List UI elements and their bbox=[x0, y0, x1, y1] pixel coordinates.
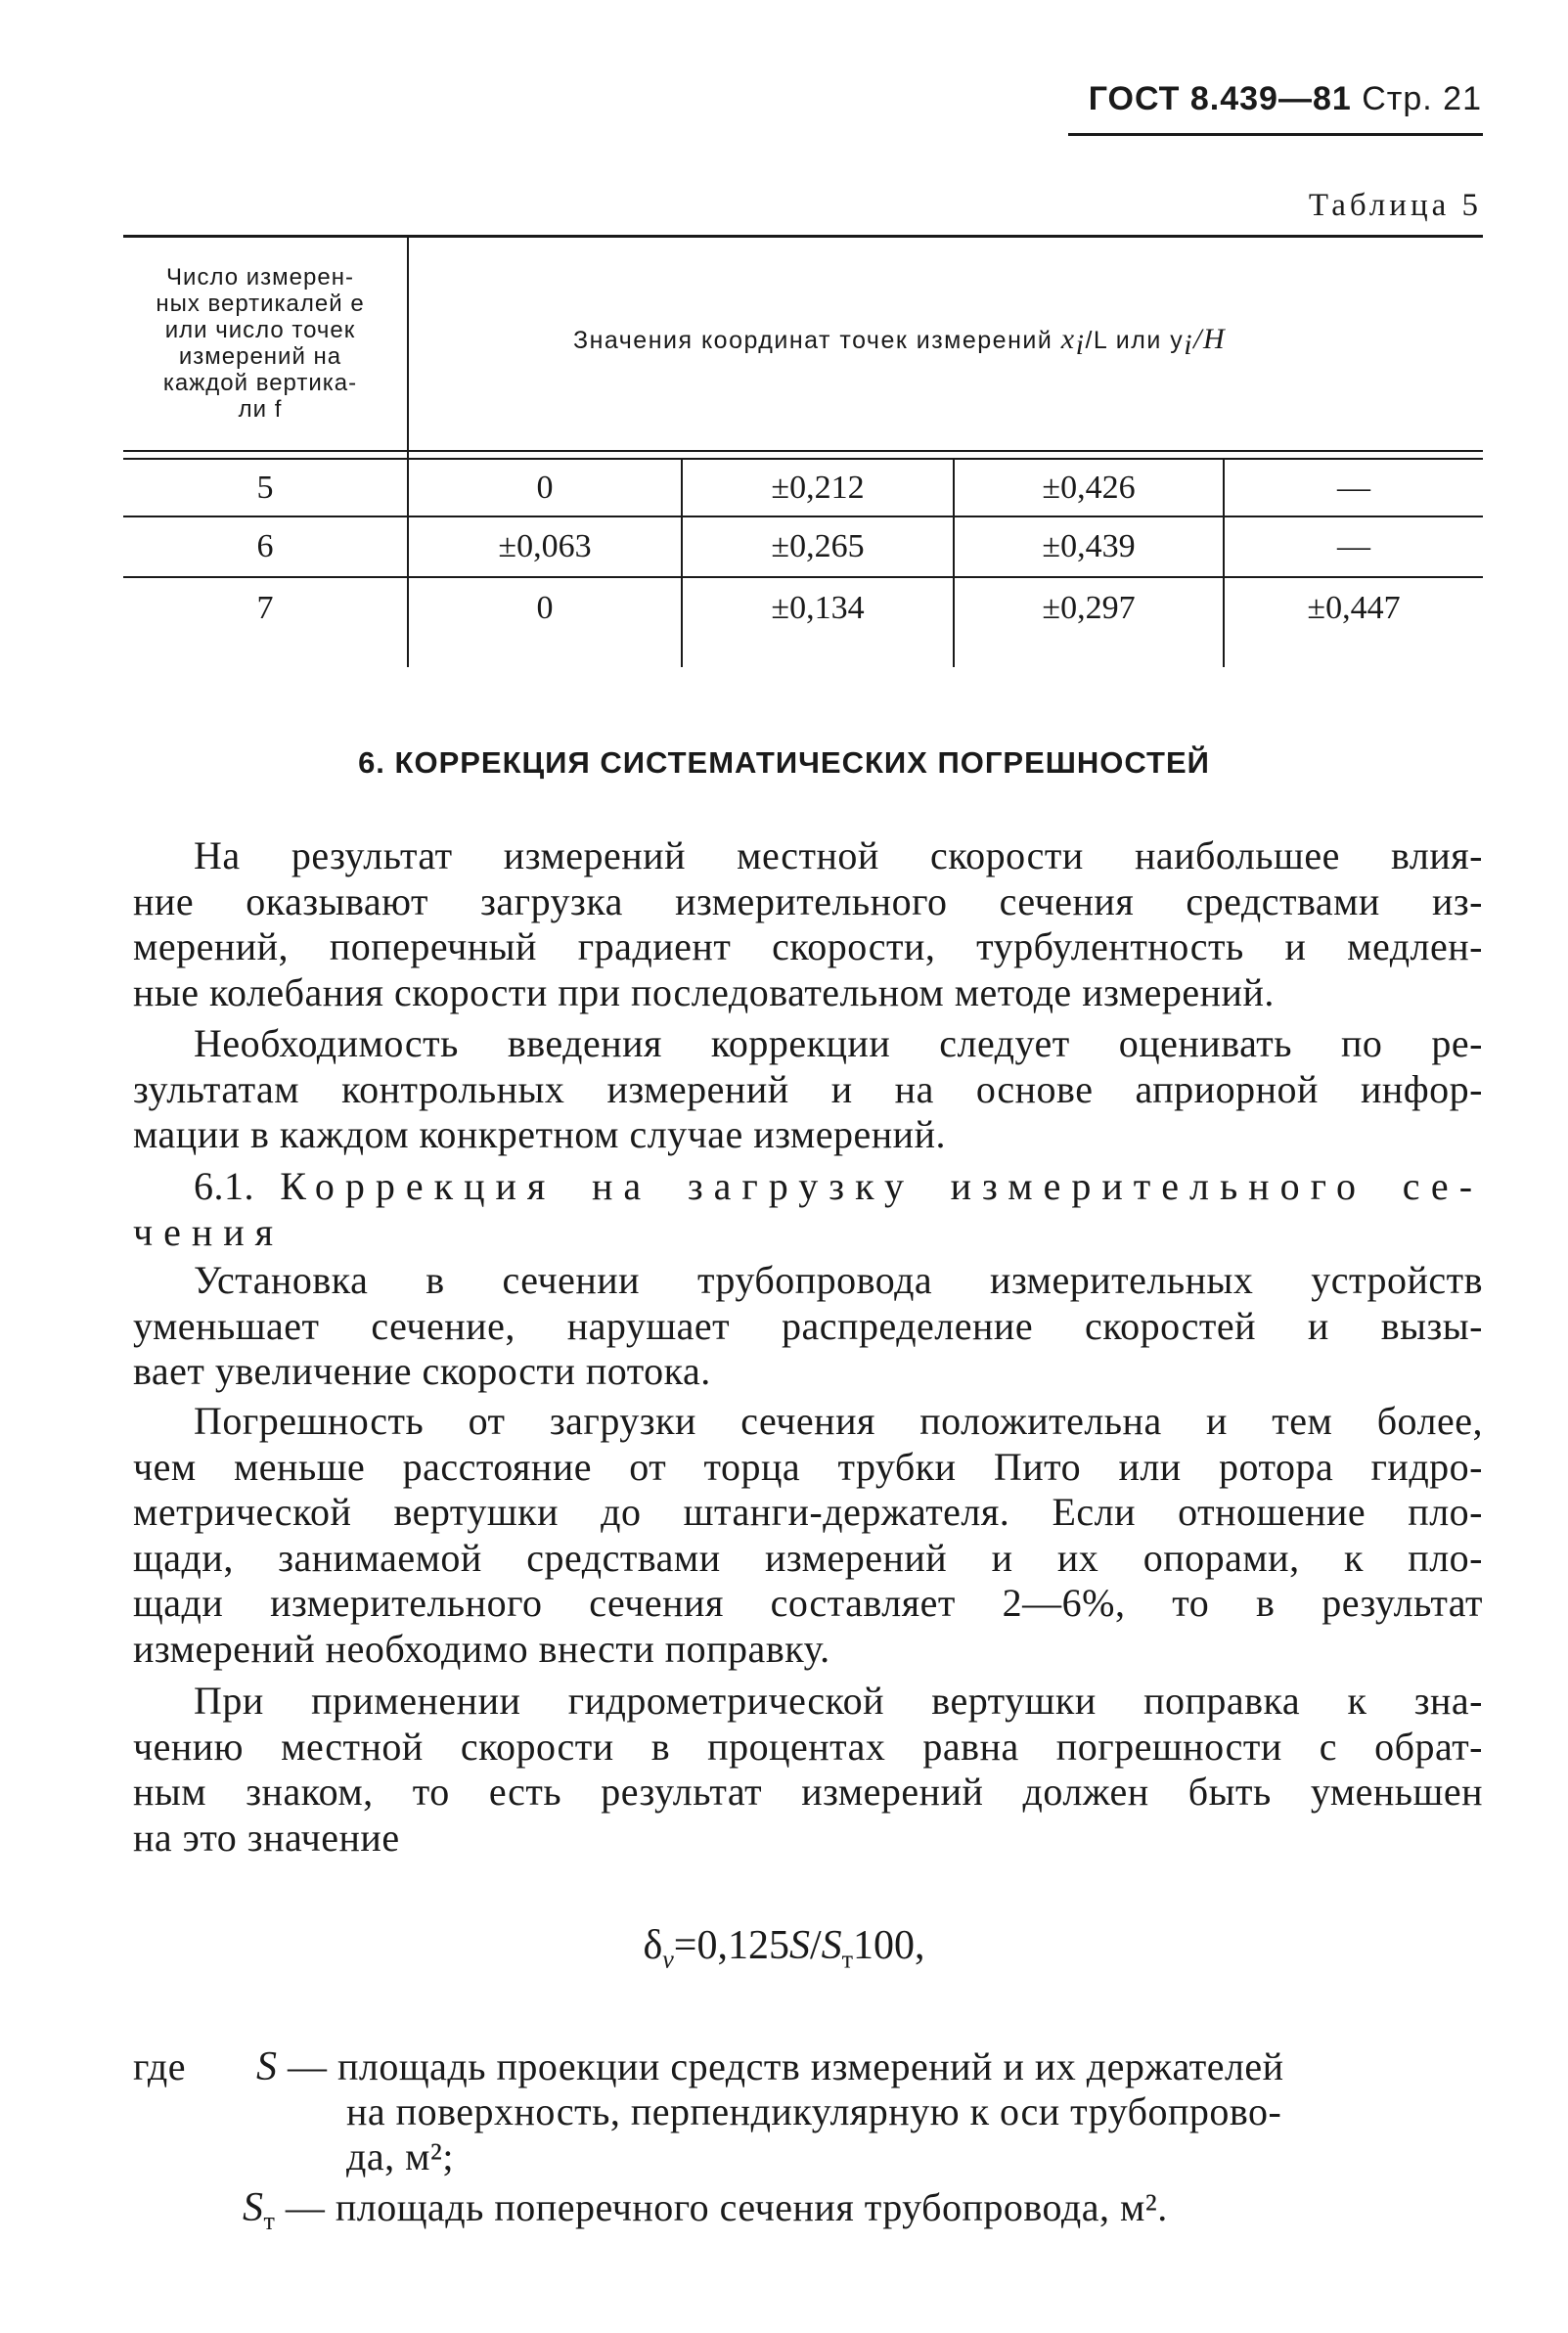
header-mid: /L или y bbox=[1085, 327, 1185, 354]
table-cell: ±0,134 bbox=[771, 590, 865, 626]
text-line: Погрешность от загрузки сечения положительна и тем более, bbox=[194, 1399, 1483, 1443]
table-header-values bbox=[573, 323, 1226, 362]
header-sub-i2: i bbox=[1184, 329, 1194, 361]
formula-st: S bbox=[821, 1923, 842, 1968]
text-line: уменьшает сечение, нарушает распределение скоростей и вызы- bbox=[133, 1303, 1483, 1348]
table-cell: 0 bbox=[536, 590, 554, 626]
table-row-rule-1 bbox=[123, 516, 1483, 517]
text-line: При применении гидрометрической вертушки поправка к зна- bbox=[194, 1679, 1483, 1723]
page-number: Стр. 21 bbox=[1362, 80, 1482, 117]
symbol-st-sub: т bbox=[263, 2207, 276, 2235]
text-line: чению местной скорости в процентах равна погрешности с обрат- bbox=[133, 1724, 1483, 1769]
text-line: метрической вертушки до штанги-держателя. Если отношение пло- bbox=[133, 1490, 1483, 1534]
table-cell: — bbox=[1337, 528, 1370, 564]
text-line: ные колебания скорости при последовательном методе измерений. bbox=[133, 969, 1275, 1014]
header-rule bbox=[1068, 133, 1483, 136]
table-cell: — bbox=[1337, 470, 1370, 506]
document-code: ГОСТ 8.439—81 bbox=[1088, 80, 1352, 117]
header-line: ных вертикалей e bbox=[156, 291, 365, 317]
table-cell: 6 bbox=[256, 528, 274, 564]
table-cell: ±0,265 bbox=[771, 528, 865, 564]
table-cell: ±0,297 bbox=[1042, 590, 1136, 626]
symbol-s: S bbox=[256, 2044, 278, 2089]
subsection-6-1 bbox=[133, 1164, 1483, 1255]
formula-delta: δ bbox=[643, 1923, 663, 1968]
page-header bbox=[1089, 80, 1482, 118]
formula-slash: / bbox=[809, 1923, 822, 1968]
paragraph-1 bbox=[133, 833, 1483, 1015]
table-cell: 7 bbox=[256, 590, 274, 626]
text-line: На результат измерений местной скорости наибольшее влия- bbox=[194, 833, 1483, 877]
table-cell: ±0,447 bbox=[1307, 590, 1401, 626]
text-line: Установка в сечении трубопровода измерительных устройств bbox=[194, 1258, 1483, 1302]
header-line: измерений на bbox=[178, 343, 342, 370]
where-block bbox=[133, 2044, 1483, 2240]
table-top-rule bbox=[123, 235, 1483, 238]
where-st-text: — площадь поперечного сечения трубопровода, м². bbox=[285, 2185, 1168, 2229]
table-cell: ±0,212 bbox=[771, 470, 865, 506]
header-var-x: x bbox=[1060, 323, 1076, 355]
text-line: щади измерительного сечения составляет 2—6%, то в результат bbox=[133, 1581, 1483, 1625]
formula-sub-t: т bbox=[841, 1945, 854, 1974]
table-cell: ±0,426 bbox=[1042, 470, 1136, 506]
table-cell: ±0,439 bbox=[1042, 528, 1136, 564]
header-line: ли f bbox=[238, 396, 283, 423]
subsection-title: Коррекция на загрузку измерительного се- bbox=[280, 1164, 1484, 1208]
table-header-rule-2 bbox=[123, 458, 1483, 460]
text-line: зультатам контрольных измерений и на основе априорной инфор- bbox=[133, 1066, 1483, 1111]
header-values-text: Значения координат точек измерений bbox=[573, 327, 1053, 354]
formula-s: S bbox=[788, 1923, 810, 1968]
formula bbox=[0, 1922, 1568, 1974]
header-sub-i: i bbox=[1075, 329, 1086, 361]
text-line: мерений, поперечный градиент скорости, турбулентность и медлен- bbox=[133, 924, 1483, 968]
where-s-line-3: да, м²; bbox=[346, 2134, 455, 2178]
text-line: чения bbox=[133, 1209, 285, 1254]
paragraph-5 bbox=[133, 1399, 1483, 1672]
where-item-st bbox=[243, 2185, 1168, 2244]
table-cell: ±0,063 bbox=[498, 528, 592, 564]
formula-eq: =0,125 bbox=[673, 1923, 789, 1968]
table-cell: 0 bbox=[536, 470, 554, 506]
paragraph-2 bbox=[133, 1021, 1483, 1158]
section-title: 6. КОРРЕКЦИЯ СИСТЕМАТИЧЕСКИХ ПОГРЕШНОСТЕЙ bbox=[358, 745, 1210, 780]
header-line: Число измерен- bbox=[166, 264, 354, 291]
text-line: чем меньше расстояние от торца трубки Пито или ротора гидро- bbox=[133, 1444, 1483, 1489]
symbol-st: S bbox=[243, 2185, 264, 2230]
subsection-number: 6.1. bbox=[194, 1164, 254, 1208]
text-line: ние оказывают загрузка измерительного сечения средствами из- bbox=[133, 878, 1483, 923]
table-caption: Таблица 5 bbox=[1308, 188, 1482, 223]
text-line: измерений необходимо внести поправку. bbox=[133, 1626, 830, 1671]
header-line: каждой вертика- bbox=[162, 370, 358, 396]
table-header-count bbox=[123, 264, 397, 423]
table-header-rule-1 bbox=[123, 450, 1483, 452]
header-end: /H bbox=[1193, 323, 1227, 355]
text-line: Необходимость введения коррекции следует оценивать по ре- bbox=[194, 1021, 1483, 1065]
text-line: вает увеличение скорости потока. bbox=[133, 1349, 711, 1393]
table-cell: 5 bbox=[256, 470, 274, 506]
text-line: мации в каждом конкретном случае измерений. bbox=[133, 1112, 946, 1156]
text-line bbox=[133, 1164, 1483, 1210]
text-line: ным знаком, то есть результат измерений должен быть уменьшен bbox=[133, 1770, 1483, 1814]
paragraph-4 bbox=[133, 1258, 1483, 1395]
header-line: или число точек bbox=[164, 317, 356, 343]
paragraph-6 bbox=[133, 1679, 1483, 1861]
formula-tail: 100, bbox=[853, 1923, 925, 1968]
text-line: щади, занимаемой средствами измерений и их опорами, к пло- bbox=[133, 1535, 1483, 1580]
where-item-s bbox=[256, 2044, 1284, 2089]
where-word: где bbox=[133, 2044, 187, 2088]
coordinates-table bbox=[123, 235, 1483, 667]
formula-sub-v: v bbox=[662, 1945, 674, 1974]
table-row-rule-2 bbox=[123, 576, 1483, 578]
where-s-line-2: на поверхность, перпендикулярную к оси трубопрово- bbox=[346, 2089, 1282, 2133]
text-line: на это значение bbox=[133, 1815, 400, 1860]
where-s-text: — площадь проекции средств измерений и их держателей bbox=[288, 2044, 1284, 2088]
